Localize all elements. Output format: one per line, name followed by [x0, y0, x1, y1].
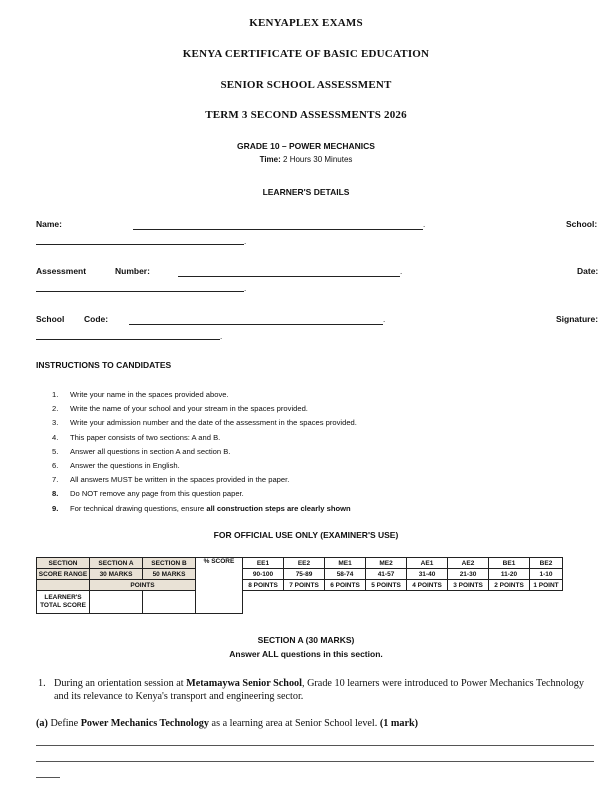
table-row	[37, 580, 563, 591]
time-value: 2 Hours 30 Minutes	[283, 155, 353, 164]
answer-line[interactable]	[36, 777, 60, 778]
answer-line[interactable]	[36, 761, 594, 762]
name-label: Name:	[36, 219, 62, 229]
school-field[interactable]	[36, 236, 244, 245]
question-1-text: During an orientation session at Metamaywa Senior School, Grade 10 learners were introduced to Power Mechanics Technology and its relevance to Kenya's transport and engineering sector.	[54, 678, 584, 702]
table-cell: EE2	[284, 558, 325, 569]
school-label: School:	[566, 219, 598, 229]
percent-score-cell[interactable]: % SCORE	[196, 558, 243, 614]
date-field[interactable]	[36, 283, 244, 292]
table-row	[37, 569, 563, 580]
section-a-heading: SECTION A (30 MARKS)	[257, 635, 355, 645]
table-cell: SECTION B	[143, 558, 196, 569]
table-cell: 4 POINTS	[407, 580, 448, 591]
time-line	[0, 155, 612, 164]
table-cell: AE1	[407, 558, 448, 569]
table-cell: 50 MARKS	[143, 569, 196, 580]
learner-details-heading: LEARNER'S DETAILS	[262, 187, 350, 197]
instructions-list	[44, 388, 357, 516]
table-row	[37, 558, 563, 569]
table-cell: 3 POINTS	[448, 580, 489, 591]
question-1-number: 1.	[38, 678, 46, 689]
instruction-item: 2. Write the name of your school and your stream in the spaces provided.	[52, 404, 308, 414]
term-title: TERM 3 SECOND ASSESSMENTS 2026	[205, 109, 407, 121]
instruction-item: 5. Answer all questions in section A and section B.	[52, 446, 231, 456]
table-cell: 41-57	[366, 569, 407, 580]
table-cell: 6 POINTS	[325, 580, 366, 591]
table-cell: 21-30	[448, 569, 489, 580]
instruction-item: 3. Write your admission number and the date of the assessment in the spaces provided.	[52, 418, 357, 428]
table-cell: AE2	[448, 558, 489, 569]
table-cell: EE1	[243, 558, 284, 569]
signature-label: Signature:	[556, 314, 599, 324]
table-cell: BE2	[530, 558, 563, 569]
assessment-label: Assessment	[36, 266, 87, 276]
table-cell: ME2	[366, 558, 407, 569]
table-cell: SECTION A	[90, 558, 143, 569]
instruction-item: 8. Do NOT remove any page from this question paper.	[52, 489, 244, 499]
section-b-score-cell[interactable]	[143, 591, 196, 614]
number-label: Number:	[115, 266, 150, 276]
table-cell: 90-100	[243, 569, 284, 580]
table-cell: 75-89	[284, 569, 325, 580]
time-label: Time:	[259, 155, 281, 164]
table-cell	[37, 580, 90, 591]
table-cell: 1-10	[530, 569, 563, 580]
school-code-field[interactable]	[129, 314, 383, 325]
school-code-label: School	[36, 314, 65, 324]
table-cell: 31-40	[407, 569, 448, 580]
score-table	[36, 557, 563, 614]
instruction-item: 9. For technical drawing questions, ensure all construction steps are clearly shown	[52, 503, 351, 513]
table-cell: 58-74	[325, 569, 366, 580]
instruction-item: 7. All answers MUST be written in the spaces provided in the paper.	[52, 475, 290, 485]
table-cell: 30 MARKS	[90, 569, 143, 580]
table-row	[37, 591, 563, 614]
question-1a-text: (a) Define Power Mechanics Technology as a learning area at Senior School level. (1 mark)	[36, 718, 419, 729]
name-field[interactable]	[133, 219, 423, 230]
instructions-heading: INSTRUCTIONS TO CANDIDATES	[36, 360, 172, 370]
section-a-score-cell[interactable]	[90, 591, 143, 614]
instruction-item: 4. This paper consists of two sections: A and B.	[52, 432, 221, 442]
table-cell: 7 POINTS	[284, 580, 325, 591]
table-cell: 5 POINTS	[366, 580, 407, 591]
learner-total-label: LEARNER'S TOTAL SCORE	[37, 591, 90, 614]
table-cell: BE1	[489, 558, 530, 569]
points-label: POINTS	[90, 580, 196, 591]
table-cell: 11-20	[489, 569, 530, 580]
assessment-title: SENIOR SCHOOL ASSESSMENT	[220, 79, 392, 91]
instruction-item: 1. Write your name in the spaces provided above.	[52, 390, 229, 399]
table-cell: ME1	[325, 558, 366, 569]
exam-body-title: KENYAPLEX EXAMS	[249, 17, 363, 29]
table-cell: 8 POINTS	[243, 580, 284, 591]
table-cell: 1 POINT	[530, 580, 563, 591]
signature-field[interactable]	[36, 331, 220, 340]
code-label: Code:	[84, 314, 109, 324]
subject-title: GRADE 10 – POWER MECHANICS	[237, 141, 375, 151]
table-cell: SECTION	[37, 558, 90, 569]
answer-line[interactable]	[36, 745, 594, 746]
official-use-heading: FOR OFFICIAL USE ONLY (EXAMINER'S USE)	[213, 530, 399, 540]
instruction-item: 6. Answer the questions in English.	[52, 460, 180, 470]
table-cell: SCORE RANGE	[37, 569, 90, 580]
assessment-number-field[interactable]	[178, 266, 400, 277]
section-a-subheading: Answer ALL questions in this section.	[229, 649, 383, 659]
certificate-title: KENYA CERTIFICATE OF BASIC EDUCATION	[182, 48, 430, 60]
table-cell: 2 POINTS	[489, 580, 530, 591]
date-label: Date:	[577, 266, 599, 276]
